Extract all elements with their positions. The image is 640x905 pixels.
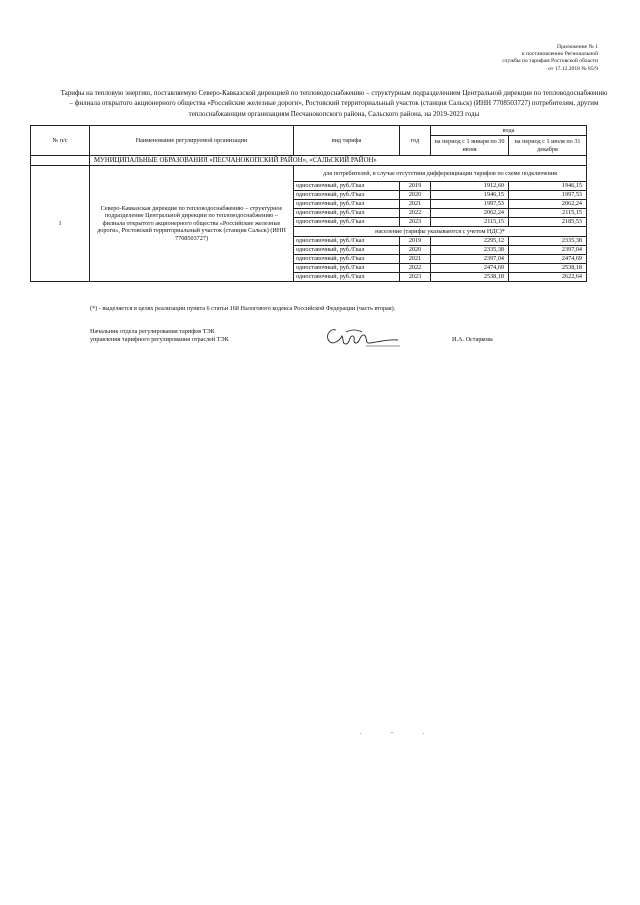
signatory-name: И.А. Остаркова — [452, 336, 493, 343]
tariff-type-cell: одноставочный, руб./Гкал — [294, 200, 400, 209]
period2-cell: 2115,15 — [509, 209, 587, 218]
period1-cell: 1997,53 — [431, 200, 509, 209]
tariff-type-cell: одноставочный, руб./Гкал — [294, 264, 400, 273]
period2-cell: 1997,53 — [509, 191, 587, 200]
period1-cell: 2335,38 — [431, 246, 509, 255]
tariff-type-cell: одноставочный, руб./Гкал — [294, 273, 400, 282]
period1-cell: 1912,60 — [431, 182, 509, 191]
tariff-type-cell: одноставочный, руб./Гкал — [294, 255, 400, 264]
period1-cell: 2474,69 — [431, 264, 509, 273]
appendix-line: к постановлению Региональной — [522, 51, 598, 58]
group2-label: население (тарифы указываются с учетом НДС)* — [294, 227, 587, 237]
appendix-line: от 17.12.2018 № 85/9 — [548, 65, 598, 72]
handwritten-signature — [322, 322, 402, 350]
period2-cell: 2538,18 — [509, 264, 587, 273]
period1-cell: 2538,18 — [431, 273, 509, 282]
period2-cell: 2062,24 — [509, 200, 587, 209]
year-cell: 2021 — [400, 200, 431, 209]
signatory-position — [90, 328, 229, 344]
tariff-type-cell: одноставочный, руб./Гкал — [294, 246, 400, 255]
period1-cell: 2062,24 — [431, 209, 509, 218]
tariff-type-cell: одноставочный, руб./Гкал — [294, 237, 400, 246]
year-cell: 2019 — [400, 182, 431, 191]
section-title: МУНИЦИПАЛЬНЫЕ ОБРАЗОВАНИЯ «ПЕСЧАНОКОПСКИЙ РАЙОН», «САЛЬСКИЙ РАЙОН» — [90, 156, 587, 166]
header-year: год — [400, 126, 431, 156]
header-period2: на период с 1 июля по 31 декабря — [509, 136, 587, 156]
section-num-cell — [31, 156, 90, 166]
tariff-type-cell: одноставочный, руб./Гкал — [294, 218, 400, 227]
appendix-line: службы по тарифам Ростовской области — [502, 58, 598, 65]
period1-cell: 2115,15 — [431, 218, 509, 227]
header-water: вода — [431, 126, 587, 136]
period2-cell: 1946,15 — [509, 182, 587, 191]
period2-cell: 2185,53 — [509, 218, 587, 227]
period2-cell: 2335,38 — [509, 237, 587, 246]
period1-cell: 2295,12 — [431, 237, 509, 246]
year-cell: 2019 — [400, 237, 431, 246]
tariff-type-cell: одноставочный, руб./Гкал — [294, 182, 400, 191]
row-number: 1 — [31, 166, 90, 282]
group1-label: для потребителей, в случае отсутствия дифференциации тарифов по схеме подключения — [294, 166, 587, 182]
header-num: № п/с — [31, 126, 90, 156]
appendix-header — [448, 44, 598, 73]
year-cell: 2020 — [400, 191, 431, 200]
position-line: Начальник отдела регулирования тарифов ТЭК — [90, 328, 215, 335]
year-cell: 2021 — [400, 255, 431, 264]
appendix-line: Приложение № 1 — [557, 44, 598, 50]
period2-cell: 2622,64 — [509, 273, 587, 282]
header-tariff-type: вид тарифа — [294, 126, 400, 156]
period1-cell: 2397,04 — [431, 255, 509, 264]
tariff-type-cell: одноставочный, руб./Гкал — [294, 209, 400, 218]
period1-cell: 1946,15 — [431, 191, 509, 200]
period2-cell: 2474,69 — [509, 255, 587, 264]
tariff-table — [30, 125, 587, 282]
stray-marks: . - . — [360, 730, 438, 736]
footnote: (*) - выделяется в целях реализации пункта 6 статьи 168 Налогового кодекса Российской Федерации (часть вторая). — [90, 305, 396, 312]
year-cell: 2022 — [400, 209, 431, 218]
tariff-type-cell: одноставочный, руб./Гкал — [294, 191, 400, 200]
header-org: Наименование регулируемой организации — [90, 126, 294, 156]
header-period1: на период с 1 января по 30 июня — [431, 136, 509, 156]
position-line: управления тарифного регулирования отраслей ТЭК — [90, 336, 229, 343]
year-cell: 2023 — [400, 218, 431, 227]
period2-cell: 2397,04 — [509, 246, 587, 255]
year-cell: 2022 — [400, 264, 431, 273]
document-title: Тарифы на тепловую энергию, поставляемую Северо-Кавказской дирекцией по тепловодоснабжению – структурным подразделением Центральной дирекции по тепловодоснабжению – филиала открытого акционерного общества «Российские железные дороги», Ростовский территориальный участок (станция Сальск) (ИНН 7708503727) потребителям, другим теплоснабжающим организациям Песчанокопского района, Сальского района, на 2019-2023 годы — [60, 89, 608, 118]
year-cell: 2020 — [400, 246, 431, 255]
year-cell: 2023 — [400, 273, 431, 282]
organization-name: Северо-Кавказская дирекция по тепловодоснабжению – структурное подразделение Центральной дирекции по тепловодоснабжению – филиала открытого акционерного общества «Российские железные дороги», Ростовский территориальный участок (станция Сальск) (ИНН 7708503727) — [90, 166, 294, 282]
